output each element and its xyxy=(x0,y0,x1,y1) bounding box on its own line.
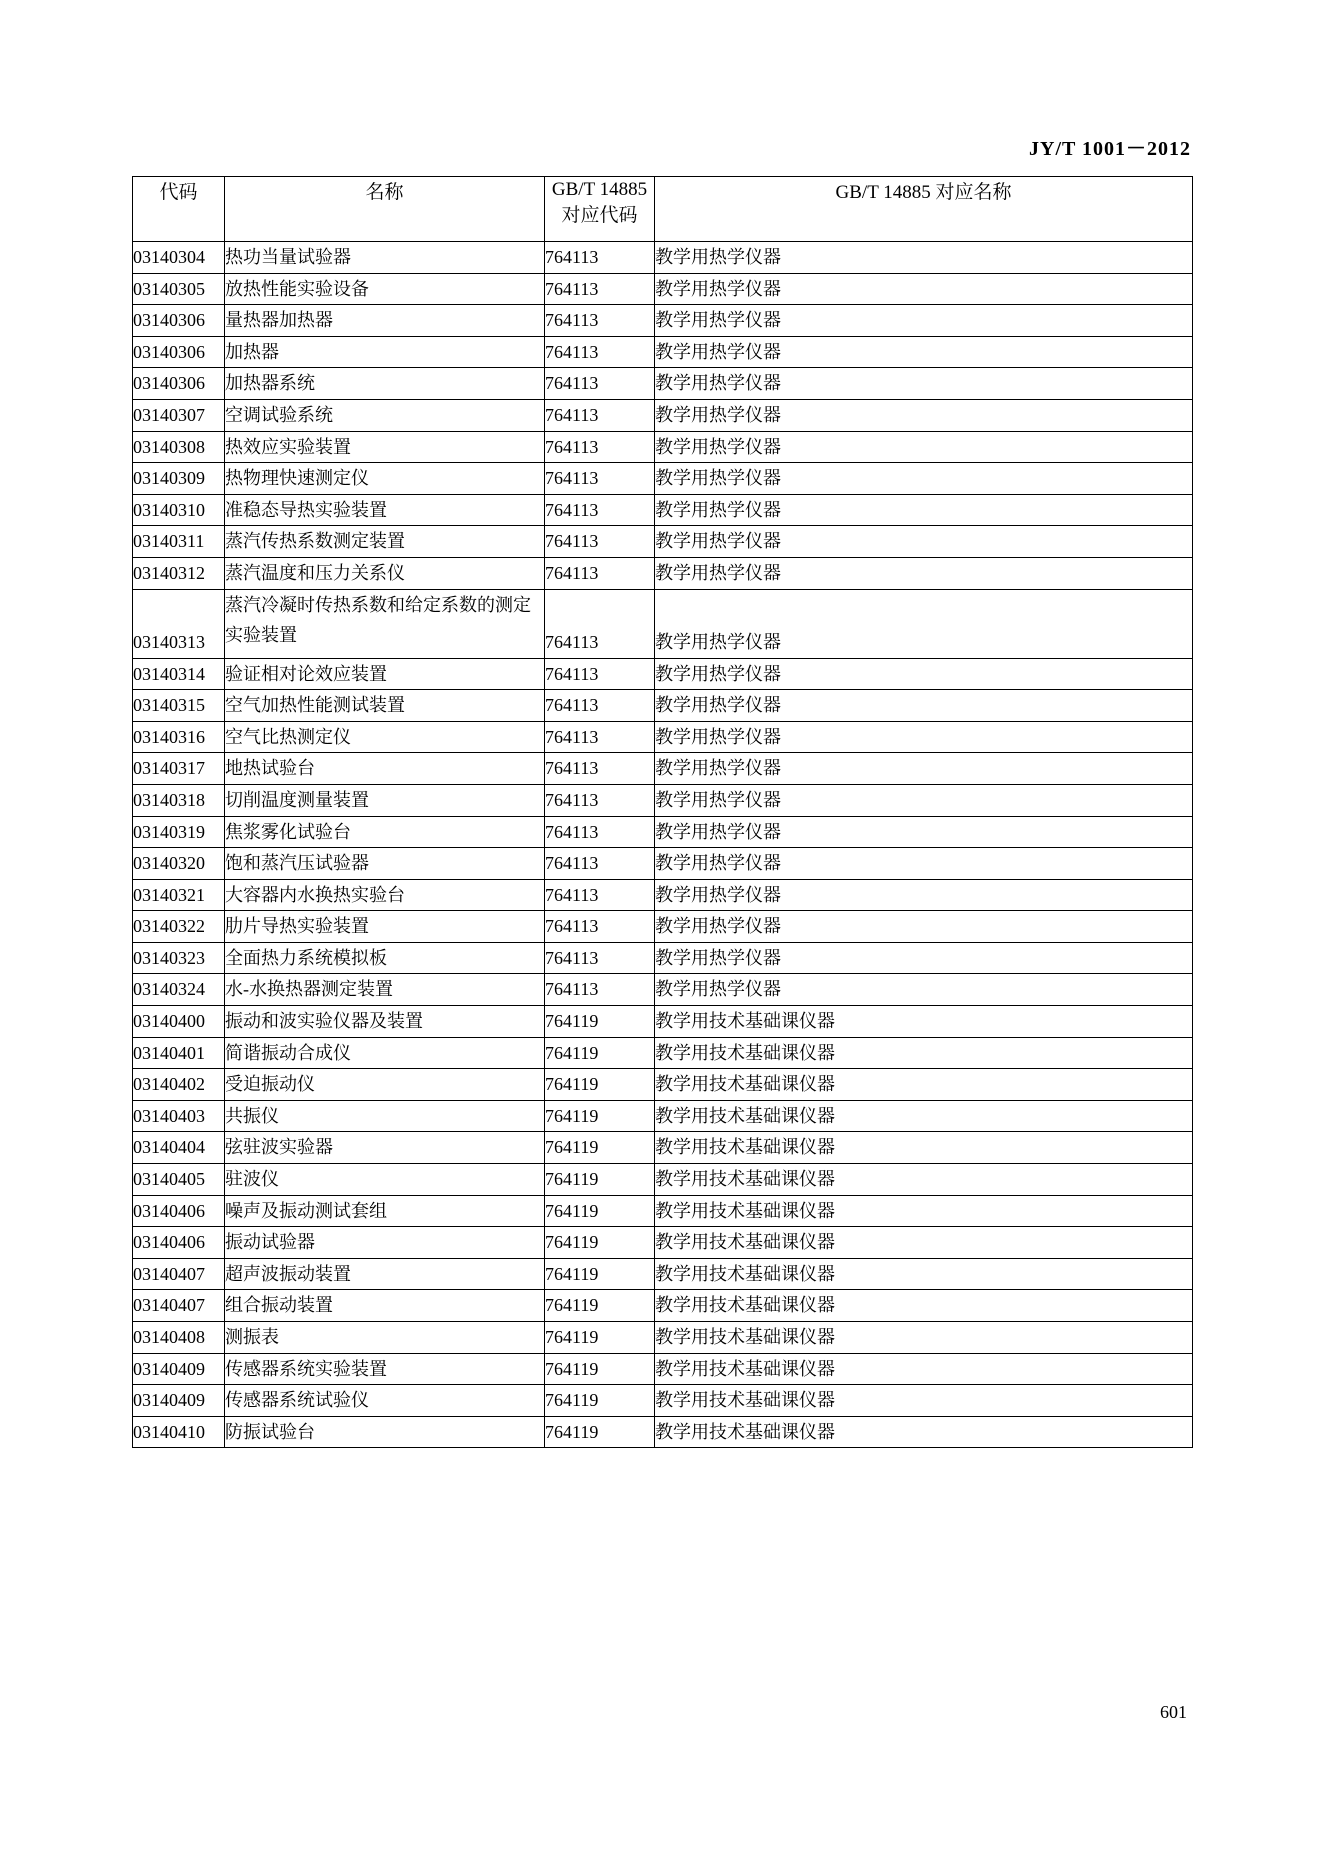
cell-code: 03140306 xyxy=(133,336,225,368)
cell-gb-name: 教学用技术基础课仪器 xyxy=(655,1006,1193,1038)
cell-name: 驻波仪 xyxy=(225,1164,545,1196)
cell-gb-name: 教学用热学仪器 xyxy=(655,784,1193,816)
cell-gb-name: 教学用技术基础课仪器 xyxy=(655,1227,1193,1259)
cell-gb-code: 764113 xyxy=(545,784,655,816)
cell-gb-code: 764113 xyxy=(545,305,655,337)
cell-name: 热功当量试验器 xyxy=(225,242,545,274)
cell-name: 测振表 xyxy=(225,1322,545,1354)
cell-gb-name: 教学用热学仪器 xyxy=(655,879,1193,911)
table-row xyxy=(133,336,1193,368)
cell-gb-name: 教学用热学仪器 xyxy=(655,399,1193,431)
table-row xyxy=(133,753,1193,785)
table-row xyxy=(133,1290,1193,1322)
cell-code: 03140406 xyxy=(133,1195,225,1227)
cell-code: 03140400 xyxy=(133,1006,225,1038)
cell-gb-code: 764119 xyxy=(545,1227,655,1259)
cell-gb-name: 教学用技术基础课仪器 xyxy=(655,1416,1193,1448)
cell-gb-name: 教学用热学仪器 xyxy=(655,494,1193,526)
cell-name: 空气比热测定仪 xyxy=(225,721,545,753)
cell-gb-code: 764113 xyxy=(545,589,655,658)
table-row xyxy=(133,1132,1193,1164)
cell-gb-code: 764119 xyxy=(545,1006,655,1038)
cell-gb-code: 764119 xyxy=(545,1290,655,1322)
cell-code: 03140304 xyxy=(133,242,225,274)
cell-code: 03140311 xyxy=(133,526,225,558)
cell-gb-name: 教学用热学仪器 xyxy=(655,305,1193,337)
cell-gb-code: 764113 xyxy=(545,721,655,753)
cell-gb-code: 764113 xyxy=(545,658,655,690)
classification-table xyxy=(132,176,1193,1448)
cell-name: 大容器内水换热实验台 xyxy=(225,879,545,911)
cell-name: 热物理快速测定仪 xyxy=(225,463,545,495)
cell-code: 03140316 xyxy=(133,721,225,753)
cell-code: 03140306 xyxy=(133,305,225,337)
column-header-gb-name: GB/T 14885 对应名称 xyxy=(655,177,1193,242)
table-row xyxy=(133,721,1193,753)
cell-name: 空调试验系统 xyxy=(225,399,545,431)
cell-code: 03140408 xyxy=(133,1322,225,1354)
cell-name: 量热器加热器 xyxy=(225,305,545,337)
cell-gb-name: 教学用热学仪器 xyxy=(655,753,1193,785)
cell-code: 03140407 xyxy=(133,1290,225,1322)
cell-code: 03140324 xyxy=(133,974,225,1006)
cell-name: 焦浆雾化试验台 xyxy=(225,816,545,848)
cell-gb-name: 教学用热学仪器 xyxy=(655,690,1193,722)
table-row xyxy=(133,1037,1193,1069)
cell-gb-code: 764113 xyxy=(545,242,655,274)
table-row xyxy=(133,1164,1193,1196)
cell-gb-code: 764113 xyxy=(545,690,655,722)
table-row xyxy=(133,879,1193,911)
cell-gb-code: 764119 xyxy=(545,1258,655,1290)
cell-name: 加热器系统 xyxy=(225,368,545,400)
cell-gb-name: 教学用热学仪器 xyxy=(655,273,1193,305)
cell-gb-code: 764113 xyxy=(545,848,655,880)
table-row xyxy=(133,589,1193,658)
table-row xyxy=(133,399,1193,431)
column-header-gb-code xyxy=(545,177,655,242)
cell-gb-name: 教学用热学仪器 xyxy=(655,431,1193,463)
column-header-name: 名称 xyxy=(225,177,545,242)
page-number: 601 xyxy=(1160,1702,1187,1722)
cell-gb-code: 764113 xyxy=(545,431,655,463)
cell-gb-name: 教学用技术基础课仪器 xyxy=(655,1258,1193,1290)
cell-gb-code: 764113 xyxy=(545,463,655,495)
table-row xyxy=(133,942,1193,974)
cell-code: 03140313 xyxy=(133,589,225,658)
table-row xyxy=(133,1227,1193,1259)
cell-name: 弦驻波实验器 xyxy=(225,1132,545,1164)
cell-gb-code: 764113 xyxy=(545,368,655,400)
cell-name: 蒸汽温度和压力关系仪 xyxy=(225,557,545,589)
cell-name: 传感器系统实验装置 xyxy=(225,1353,545,1385)
cell-code: 03140314 xyxy=(133,658,225,690)
table-row xyxy=(133,1100,1193,1132)
cell-gb-code: 764113 xyxy=(545,974,655,1006)
cell-code: 03140406 xyxy=(133,1227,225,1259)
cell-code: 03140409 xyxy=(133,1353,225,1385)
cell-gb-code: 764113 xyxy=(545,816,655,848)
table-body xyxy=(133,242,1193,1448)
table-row xyxy=(133,658,1193,690)
classification-table-container xyxy=(132,176,1192,1448)
cell-code: 03140322 xyxy=(133,911,225,943)
cell-gb-code: 764113 xyxy=(545,399,655,431)
cell-gb-code: 764113 xyxy=(545,753,655,785)
cell-name: 肋片导热实验装置 xyxy=(225,911,545,943)
cell-gb-name: 教学用热学仪器 xyxy=(655,974,1193,1006)
cell-gb-name: 教学用热学仪器 xyxy=(655,589,1193,658)
cell-gb-name: 教学用热学仪器 xyxy=(655,463,1193,495)
standard-header: JY/T 1001－2012 xyxy=(1029,138,1191,160)
cell-code: 03140319 xyxy=(133,816,225,848)
table-row xyxy=(133,816,1193,848)
cell-gb-code: 764113 xyxy=(545,273,655,305)
cell-code: 03140312 xyxy=(133,557,225,589)
table-row xyxy=(133,848,1193,880)
table-row xyxy=(133,1385,1193,1417)
cell-gb-name: 教学用热学仪器 xyxy=(655,721,1193,753)
column-header-gb-code-line2: 对应代码 xyxy=(561,204,638,226)
cell-code: 03140409 xyxy=(133,1385,225,1417)
cell-gb-name: 教学用热学仪器 xyxy=(655,526,1193,558)
cell-name: 全面热力系统模拟板 xyxy=(225,942,545,974)
cell-name: 放热性能实验设备 xyxy=(225,273,545,305)
cell-gb-name: 教学用技术基础课仪器 xyxy=(655,1132,1193,1164)
table-row xyxy=(133,1322,1193,1354)
cell-name: 切削温度测量装置 xyxy=(225,784,545,816)
cell-gb-code: 764119 xyxy=(545,1416,655,1448)
cell-code: 03140405 xyxy=(133,1164,225,1196)
cell-gb-code: 764119 xyxy=(545,1353,655,1385)
cell-code: 03140403 xyxy=(133,1100,225,1132)
table-row xyxy=(133,911,1193,943)
cell-gb-code: 764119 xyxy=(545,1069,655,1101)
cell-gb-name: 教学用热学仪器 xyxy=(655,816,1193,848)
cell-gb-name: 教学用技术基础课仪器 xyxy=(655,1353,1193,1385)
cell-code: 03140308 xyxy=(133,431,225,463)
cell-code: 03140410 xyxy=(133,1416,225,1448)
cell-gb-code: 764113 xyxy=(545,942,655,974)
cell-name: 水-水换热器测定装置 xyxy=(225,974,545,1006)
column-header-code: 代码 xyxy=(133,177,225,242)
table-row xyxy=(133,494,1193,526)
cell-code: 03140305 xyxy=(133,273,225,305)
cell-name: 地热试验台 xyxy=(225,753,545,785)
cell-gb-code: 764113 xyxy=(545,879,655,911)
table-row xyxy=(133,784,1193,816)
cell-code: 03140404 xyxy=(133,1132,225,1164)
cell-name: 受迫振动仪 xyxy=(225,1069,545,1101)
table-row xyxy=(133,463,1193,495)
table-row xyxy=(133,242,1193,274)
cell-gb-name: 教学用技术基础课仪器 xyxy=(655,1164,1193,1196)
table-row xyxy=(133,1353,1193,1385)
cell-gb-code: 764113 xyxy=(545,557,655,589)
cell-name: 共振仪 xyxy=(225,1100,545,1132)
cell-gb-name: 教学用热学仪器 xyxy=(655,848,1193,880)
cell-gb-name: 教学用技术基础课仪器 xyxy=(655,1037,1193,1069)
cell-name: 热效应实验装置 xyxy=(225,431,545,463)
table-header xyxy=(133,177,1193,242)
cell-gb-code: 764113 xyxy=(545,911,655,943)
cell-gb-name: 教学用热学仪器 xyxy=(655,336,1193,368)
table-header-row xyxy=(133,177,1193,242)
cell-name: 饱和蒸汽压试验器 xyxy=(225,848,545,880)
table-row xyxy=(133,974,1193,1006)
cell-name: 组合振动装置 xyxy=(225,1290,545,1322)
cell-code: 03140320 xyxy=(133,848,225,880)
cell-gb-code: 764119 xyxy=(545,1037,655,1069)
table-row xyxy=(133,1006,1193,1038)
cell-code: 03140407 xyxy=(133,1258,225,1290)
cell-code: 03140307 xyxy=(133,399,225,431)
cell-gb-code: 764119 xyxy=(545,1385,655,1417)
cell-code: 03140310 xyxy=(133,494,225,526)
cell-name: 蒸汽冷凝时传热系数和给定系数的测定实验装置 xyxy=(225,589,545,658)
cell-gb-name: 教学用技术基础课仪器 xyxy=(655,1385,1193,1417)
table-row xyxy=(133,305,1193,337)
table-row xyxy=(133,526,1193,558)
table-row xyxy=(133,1069,1193,1101)
cell-gb-name: 教学用技术基础课仪器 xyxy=(655,1290,1193,1322)
cell-gb-code: 764119 xyxy=(545,1322,655,1354)
cell-gb-name: 教学用热学仪器 xyxy=(655,242,1193,274)
cell-code: 03140306 xyxy=(133,368,225,400)
table-row xyxy=(133,1416,1193,1448)
cell-code: 03140323 xyxy=(133,942,225,974)
cell-gb-name: 教学用热学仪器 xyxy=(655,911,1193,943)
cell-gb-name: 教学用热学仪器 xyxy=(655,557,1193,589)
cell-gb-name: 教学用技术基础课仪器 xyxy=(655,1322,1193,1354)
cell-gb-code: 764119 xyxy=(545,1164,655,1196)
cell-code: 03140309 xyxy=(133,463,225,495)
cell-gb-name: 教学用技术基础课仪器 xyxy=(655,1195,1193,1227)
cell-name: 简谐振动合成仪 xyxy=(225,1037,545,1069)
table-row xyxy=(133,1258,1193,1290)
cell-name: 振动和波实验仪器及装置 xyxy=(225,1006,545,1038)
cell-gb-name: 教学用热学仪器 xyxy=(655,368,1193,400)
table-row xyxy=(133,690,1193,722)
table-row xyxy=(133,1195,1193,1227)
table-row xyxy=(133,273,1193,305)
cell-name: 空气加热性能测试装置 xyxy=(225,690,545,722)
cell-gb-name: 教学用热学仪器 xyxy=(655,658,1193,690)
cell-gb-code: 764119 xyxy=(545,1132,655,1164)
table-row xyxy=(133,557,1193,589)
cell-gb-code: 764113 xyxy=(545,336,655,368)
cell-name: 验证相对论效应装置 xyxy=(225,658,545,690)
cell-gb-code: 764119 xyxy=(545,1100,655,1132)
cell-code: 03140321 xyxy=(133,879,225,911)
cell-name: 蒸汽传热系数测定装置 xyxy=(225,526,545,558)
cell-name: 噪声及振动测试套组 xyxy=(225,1195,545,1227)
cell-code: 03140318 xyxy=(133,784,225,816)
cell-code: 03140402 xyxy=(133,1069,225,1101)
cell-gb-code: 764113 xyxy=(545,526,655,558)
cell-name: 防振试验台 xyxy=(225,1416,545,1448)
cell-code: 03140317 xyxy=(133,753,225,785)
cell-name: 加热器 xyxy=(225,336,545,368)
cell-gb-name: 教学用技术基础课仪器 xyxy=(655,1100,1193,1132)
cell-gb-code: 764113 xyxy=(545,494,655,526)
table-row xyxy=(133,431,1193,463)
cell-name: 准稳态导热实验装置 xyxy=(225,494,545,526)
column-header-gb-code-line1: GB/T 14885 xyxy=(551,179,648,200)
cell-name: 振动试验器 xyxy=(225,1227,545,1259)
table-row xyxy=(133,368,1193,400)
cell-gb-name: 教学用技术基础课仪器 xyxy=(655,1069,1193,1101)
cell-gb-name: 教学用热学仪器 xyxy=(655,942,1193,974)
cell-name: 传感器系统试验仪 xyxy=(225,1385,545,1417)
cell-name: 超声波振动装置 xyxy=(225,1258,545,1290)
cell-gb-code: 764119 xyxy=(545,1195,655,1227)
cell-code: 03140401 xyxy=(133,1037,225,1069)
cell-code: 03140315 xyxy=(133,690,225,722)
